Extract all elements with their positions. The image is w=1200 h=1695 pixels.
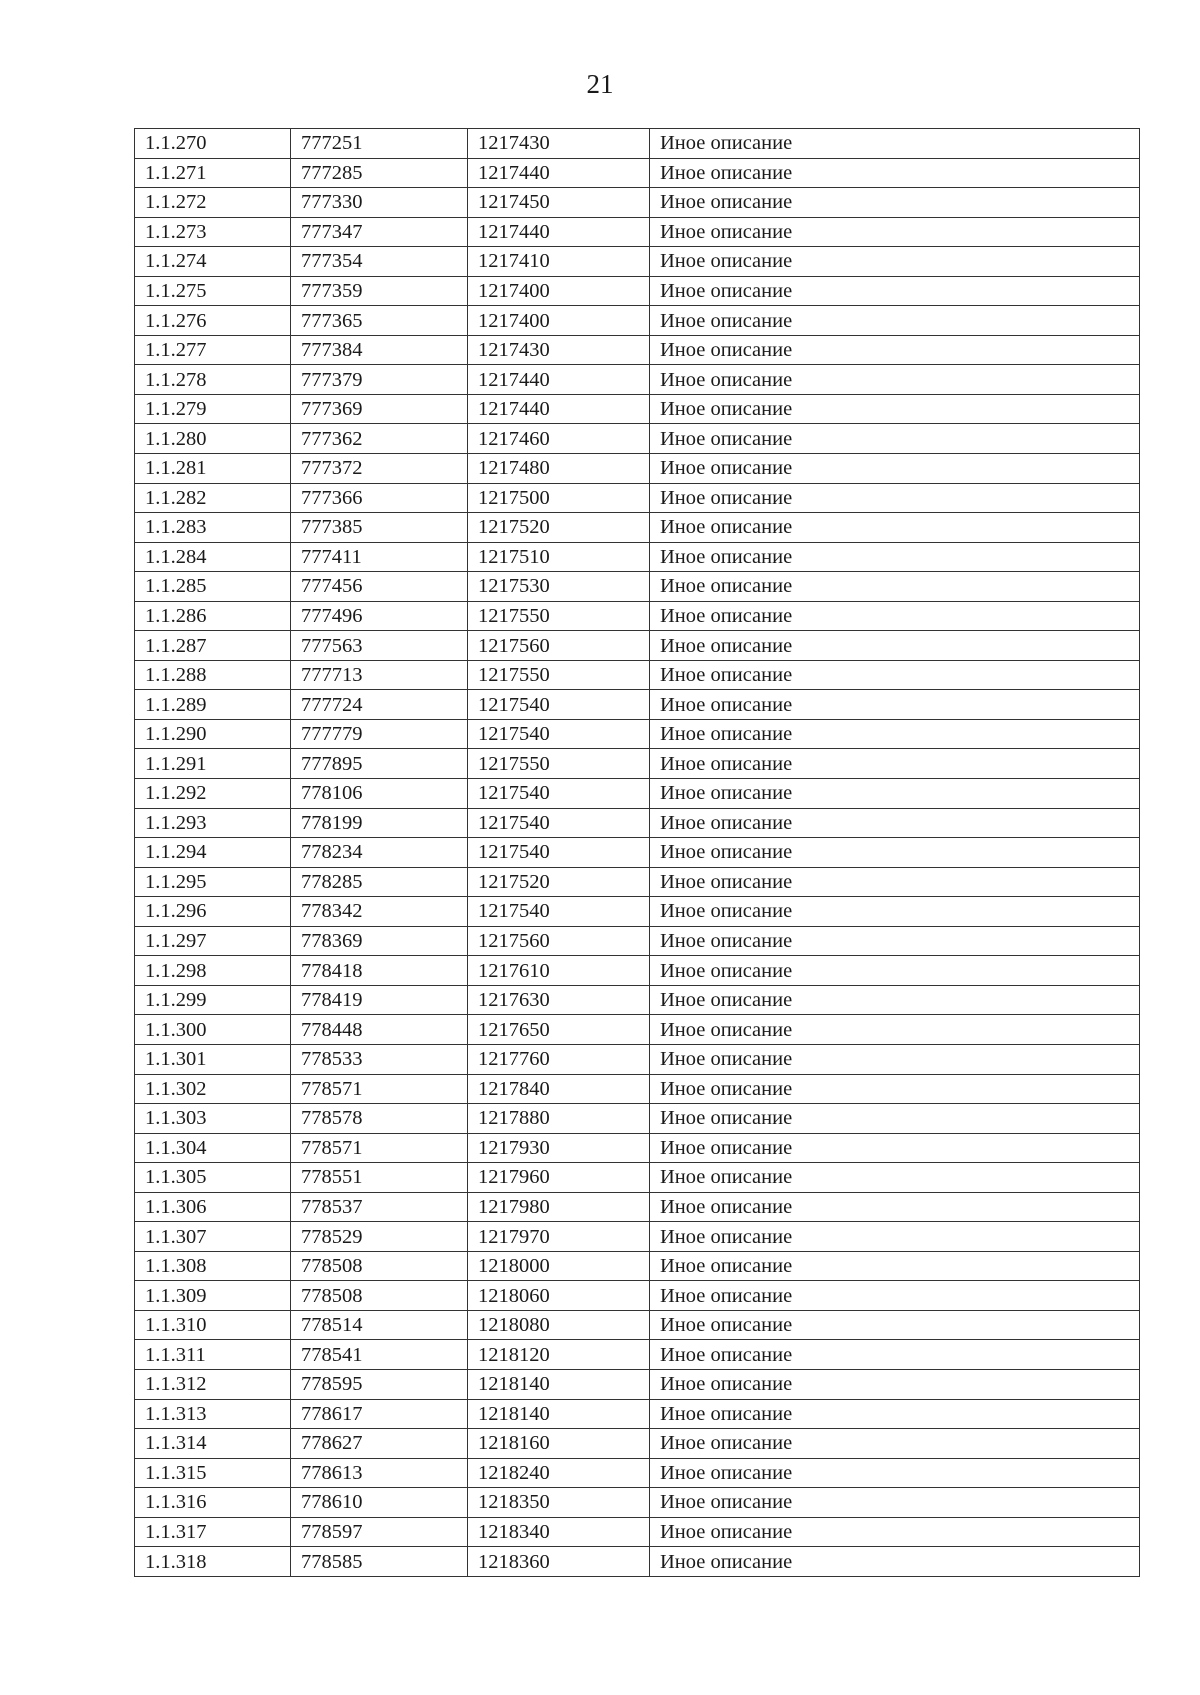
description-cell: Иное описание bbox=[650, 1458, 1140, 1488]
description-cell: Иное описание bbox=[650, 158, 1140, 188]
y-coordinate-cell: 1217510 bbox=[468, 542, 650, 572]
x-coordinate-cell: 777724 bbox=[291, 690, 468, 720]
x-coordinate-cell: 778285 bbox=[291, 867, 468, 897]
point-number-cell: 1.1.299 bbox=[135, 985, 291, 1015]
point-number-cell: 1.1.272 bbox=[135, 188, 291, 218]
coordinates-table-body bbox=[135, 129, 1140, 1577]
y-coordinate-cell: 1217520 bbox=[468, 513, 650, 543]
point-number-cell: 1.1.292 bbox=[135, 779, 291, 809]
x-coordinate-cell: 778617 bbox=[291, 1399, 468, 1429]
y-coordinate-cell: 1217540 bbox=[468, 690, 650, 720]
description-cell: Иное описание bbox=[650, 1044, 1140, 1074]
table-row bbox=[135, 1192, 1140, 1222]
x-coordinate-cell: 777330 bbox=[291, 188, 468, 218]
x-coordinate-cell: 778418 bbox=[291, 956, 468, 986]
x-coordinate-cell: 778595 bbox=[291, 1369, 468, 1399]
description-cell: Иное описание bbox=[650, 719, 1140, 749]
point-number-cell: 1.1.297 bbox=[135, 926, 291, 956]
y-coordinate-cell: 1217980 bbox=[468, 1192, 650, 1222]
point-number-cell: 1.1.303 bbox=[135, 1104, 291, 1134]
x-coordinate-cell: 777779 bbox=[291, 719, 468, 749]
point-number-cell: 1.1.270 bbox=[135, 129, 291, 159]
y-coordinate-cell: 1218350 bbox=[468, 1488, 650, 1518]
point-number-cell: 1.1.276 bbox=[135, 306, 291, 336]
table-row bbox=[135, 513, 1140, 543]
point-number-cell: 1.1.304 bbox=[135, 1133, 291, 1163]
point-number-cell: 1.1.316 bbox=[135, 1488, 291, 1518]
description-cell: Иное описание bbox=[650, 985, 1140, 1015]
description-cell: Иное описание bbox=[650, 217, 1140, 247]
table-row bbox=[135, 247, 1140, 277]
point-number-cell: 1.1.287 bbox=[135, 631, 291, 661]
description-cell: Иное описание bbox=[650, 1369, 1140, 1399]
point-number-cell: 1.1.293 bbox=[135, 808, 291, 838]
description-cell: Иное описание bbox=[650, 1104, 1140, 1134]
table-row bbox=[135, 158, 1140, 188]
description-cell: Иное описание bbox=[650, 1488, 1140, 1518]
table-row bbox=[135, 808, 1140, 838]
table-row bbox=[135, 779, 1140, 809]
y-coordinate-cell: 1218060 bbox=[468, 1281, 650, 1311]
table-row bbox=[135, 867, 1140, 897]
table-row bbox=[135, 897, 1140, 927]
description-cell: Иное описание bbox=[650, 247, 1140, 277]
description-cell: Иное описание bbox=[650, 631, 1140, 661]
description-cell: Иное описание bbox=[650, 867, 1140, 897]
point-number-cell: 1.1.271 bbox=[135, 158, 291, 188]
x-coordinate-cell: 778448 bbox=[291, 1015, 468, 1045]
description-cell: Иное описание bbox=[650, 129, 1140, 159]
x-coordinate-cell: 777713 bbox=[291, 660, 468, 690]
table-row bbox=[135, 1429, 1140, 1459]
description-cell: Иное описание bbox=[650, 690, 1140, 720]
y-coordinate-cell: 1217880 bbox=[468, 1104, 650, 1134]
y-coordinate-cell: 1217540 bbox=[468, 897, 650, 927]
description-cell: Иное описание bbox=[650, 365, 1140, 395]
x-coordinate-cell: 778508 bbox=[291, 1251, 468, 1281]
x-coordinate-cell: 778533 bbox=[291, 1044, 468, 1074]
point-number-cell: 1.1.306 bbox=[135, 1192, 291, 1222]
point-number-cell: 1.1.291 bbox=[135, 749, 291, 779]
x-coordinate-cell: 778537 bbox=[291, 1192, 468, 1222]
table-row bbox=[135, 335, 1140, 365]
point-number-cell: 1.1.285 bbox=[135, 572, 291, 602]
x-coordinate-cell: 777496 bbox=[291, 601, 468, 631]
x-coordinate-cell: 777285 bbox=[291, 158, 468, 188]
description-cell: Иное описание bbox=[650, 1192, 1140, 1222]
table-row bbox=[135, 1281, 1140, 1311]
x-coordinate-cell: 778571 bbox=[291, 1074, 468, 1104]
table-row bbox=[135, 690, 1140, 720]
y-coordinate-cell: 1217540 bbox=[468, 779, 650, 809]
x-coordinate-cell: 777411 bbox=[291, 542, 468, 572]
table-row bbox=[135, 1458, 1140, 1488]
y-coordinate-cell: 1217500 bbox=[468, 483, 650, 513]
point-number-cell: 1.1.307 bbox=[135, 1222, 291, 1252]
point-number-cell: 1.1.279 bbox=[135, 394, 291, 424]
table-row bbox=[135, 631, 1140, 661]
table-row bbox=[135, 1015, 1140, 1045]
table-row bbox=[135, 1133, 1140, 1163]
description-cell: Иное описание bbox=[650, 1547, 1140, 1577]
table-row bbox=[135, 985, 1140, 1015]
x-coordinate-cell: 778551 bbox=[291, 1163, 468, 1193]
table-row bbox=[135, 276, 1140, 306]
point-number-cell: 1.1.284 bbox=[135, 542, 291, 572]
point-number-cell: 1.1.315 bbox=[135, 1458, 291, 1488]
point-number-cell: 1.1.282 bbox=[135, 483, 291, 513]
description-cell: Иное описание bbox=[650, 188, 1140, 218]
table-row bbox=[135, 129, 1140, 159]
description-cell: Иное описание bbox=[650, 424, 1140, 454]
point-number-cell: 1.1.286 bbox=[135, 601, 291, 631]
table-row bbox=[135, 306, 1140, 336]
table-row bbox=[135, 1517, 1140, 1547]
table-row bbox=[135, 749, 1140, 779]
description-cell: Иное описание bbox=[650, 838, 1140, 868]
description-cell: Иное описание bbox=[650, 1281, 1140, 1311]
point-number-cell: 1.1.310 bbox=[135, 1310, 291, 1340]
description-cell: Иное описание bbox=[650, 1222, 1140, 1252]
description-cell: Иное описание bbox=[650, 1429, 1140, 1459]
point-number-cell: 1.1.277 bbox=[135, 335, 291, 365]
x-coordinate-cell: 777385 bbox=[291, 513, 468, 543]
table-row bbox=[135, 188, 1140, 218]
point-number-cell: 1.1.312 bbox=[135, 1369, 291, 1399]
y-coordinate-cell: 1217760 bbox=[468, 1044, 650, 1074]
table-row bbox=[135, 1222, 1140, 1252]
x-coordinate-cell: 777379 bbox=[291, 365, 468, 395]
x-coordinate-cell: 777365 bbox=[291, 306, 468, 336]
y-coordinate-cell: 1217440 bbox=[468, 217, 650, 247]
x-coordinate-cell: 778585 bbox=[291, 1547, 468, 1577]
y-coordinate-cell: 1218140 bbox=[468, 1399, 650, 1429]
coordinates-table bbox=[134, 128, 1140, 1577]
x-coordinate-cell: 778529 bbox=[291, 1222, 468, 1252]
description-cell: Иное описание bbox=[650, 454, 1140, 484]
description-cell: Иное описание bbox=[650, 897, 1140, 927]
table-row bbox=[135, 1488, 1140, 1518]
description-cell: Иное описание bbox=[650, 779, 1140, 809]
y-coordinate-cell: 1217610 bbox=[468, 956, 650, 986]
point-number-cell: 1.1.296 bbox=[135, 897, 291, 927]
page-number: 21 bbox=[586, 69, 614, 99]
y-coordinate-cell: 1218080 bbox=[468, 1310, 650, 1340]
table-row bbox=[135, 601, 1140, 631]
x-coordinate-cell: 778610 bbox=[291, 1488, 468, 1518]
point-number-cell: 1.1.313 bbox=[135, 1399, 291, 1429]
table-row bbox=[135, 1547, 1140, 1577]
point-number-cell: 1.1.288 bbox=[135, 660, 291, 690]
y-coordinate-cell: 1217540 bbox=[468, 808, 650, 838]
y-coordinate-cell: 1217560 bbox=[468, 926, 650, 956]
description-cell: Иное описание bbox=[650, 749, 1140, 779]
table-row bbox=[135, 1310, 1140, 1340]
y-coordinate-cell: 1217450 bbox=[468, 188, 650, 218]
point-number-cell: 1.1.302 bbox=[135, 1074, 291, 1104]
point-number-cell: 1.1.309 bbox=[135, 1281, 291, 1311]
x-coordinate-cell: 778508 bbox=[291, 1281, 468, 1311]
y-coordinate-cell: 1217540 bbox=[468, 719, 650, 749]
x-coordinate-cell: 778106 bbox=[291, 779, 468, 809]
x-coordinate-cell: 777251 bbox=[291, 129, 468, 159]
description-cell: Иное описание bbox=[650, 1015, 1140, 1045]
description-cell: Иное описание bbox=[650, 483, 1140, 513]
table-row bbox=[135, 838, 1140, 868]
table-row bbox=[135, 1104, 1140, 1134]
y-coordinate-cell: 1217630 bbox=[468, 985, 650, 1015]
table-row bbox=[135, 365, 1140, 395]
description-cell: Иное описание bbox=[650, 1133, 1140, 1163]
table-row bbox=[135, 1399, 1140, 1429]
point-number-cell: 1.1.301 bbox=[135, 1044, 291, 1074]
x-coordinate-cell: 777384 bbox=[291, 335, 468, 365]
point-number-cell: 1.1.317 bbox=[135, 1517, 291, 1547]
y-coordinate-cell: 1217440 bbox=[468, 394, 650, 424]
y-coordinate-cell: 1217410 bbox=[468, 247, 650, 277]
x-coordinate-cell: 778199 bbox=[291, 808, 468, 838]
table-row bbox=[135, 1044, 1140, 1074]
x-coordinate-cell: 778419 bbox=[291, 985, 468, 1015]
table-row bbox=[135, 572, 1140, 602]
x-coordinate-cell: 778369 bbox=[291, 926, 468, 956]
y-coordinate-cell: 1217400 bbox=[468, 306, 650, 336]
y-coordinate-cell: 1217650 bbox=[468, 1015, 650, 1045]
table-row bbox=[135, 956, 1140, 986]
point-number-cell: 1.1.289 bbox=[135, 690, 291, 720]
x-coordinate-cell: 778541 bbox=[291, 1340, 468, 1370]
point-number-cell: 1.1.298 bbox=[135, 956, 291, 986]
table-row bbox=[135, 542, 1140, 572]
x-coordinate-cell: 777354 bbox=[291, 247, 468, 277]
table-row bbox=[135, 1251, 1140, 1281]
y-coordinate-cell: 1217550 bbox=[468, 749, 650, 779]
point-number-cell: 1.1.290 bbox=[135, 719, 291, 749]
x-coordinate-cell: 778613 bbox=[291, 1458, 468, 1488]
x-coordinate-cell: 777366 bbox=[291, 483, 468, 513]
x-coordinate-cell: 778597 bbox=[291, 1517, 468, 1547]
table-row bbox=[135, 719, 1140, 749]
x-coordinate-cell: 777369 bbox=[291, 394, 468, 424]
description-cell: Иное описание bbox=[650, 276, 1140, 306]
y-coordinate-cell: 1218140 bbox=[468, 1369, 650, 1399]
x-coordinate-cell: 778234 bbox=[291, 838, 468, 868]
y-coordinate-cell: 1217840 bbox=[468, 1074, 650, 1104]
x-coordinate-cell: 778578 bbox=[291, 1104, 468, 1134]
table-row bbox=[135, 926, 1140, 956]
y-coordinate-cell: 1217930 bbox=[468, 1133, 650, 1163]
point-number-cell: 1.1.281 bbox=[135, 454, 291, 484]
point-number-cell: 1.1.300 bbox=[135, 1015, 291, 1045]
y-coordinate-cell: 1217960 bbox=[468, 1163, 650, 1193]
table-row bbox=[135, 394, 1140, 424]
point-number-cell: 1.1.274 bbox=[135, 247, 291, 277]
y-coordinate-cell: 1218120 bbox=[468, 1340, 650, 1370]
x-coordinate-cell: 777347 bbox=[291, 217, 468, 247]
y-coordinate-cell: 1217460 bbox=[468, 424, 650, 454]
description-cell: Иное описание bbox=[650, 926, 1140, 956]
description-cell: Иное описание bbox=[650, 542, 1140, 572]
table-row bbox=[135, 1369, 1140, 1399]
y-coordinate-cell: 1217400 bbox=[468, 276, 650, 306]
description-cell: Иное описание bbox=[650, 306, 1140, 336]
description-cell: Иное описание bbox=[650, 335, 1140, 365]
x-coordinate-cell: 777456 bbox=[291, 572, 468, 602]
y-coordinate-cell: 1217550 bbox=[468, 660, 650, 690]
x-coordinate-cell: 777563 bbox=[291, 631, 468, 661]
table-row bbox=[135, 424, 1140, 454]
y-coordinate-cell: 1217530 bbox=[468, 572, 650, 602]
x-coordinate-cell: 778571 bbox=[291, 1133, 468, 1163]
y-coordinate-cell: 1218340 bbox=[468, 1517, 650, 1547]
point-number-cell: 1.1.314 bbox=[135, 1429, 291, 1459]
point-number-cell: 1.1.311 bbox=[135, 1340, 291, 1370]
point-number-cell: 1.1.318 bbox=[135, 1547, 291, 1577]
y-coordinate-cell: 1217430 bbox=[468, 129, 650, 159]
y-coordinate-cell: 1217430 bbox=[468, 335, 650, 365]
description-cell: Иное описание bbox=[650, 572, 1140, 602]
point-number-cell: 1.1.273 bbox=[135, 217, 291, 247]
description-cell: Иное описание bbox=[650, 808, 1140, 838]
description-cell: Иное описание bbox=[650, 601, 1140, 631]
point-number-cell: 1.1.308 bbox=[135, 1251, 291, 1281]
table-row bbox=[135, 1340, 1140, 1370]
x-coordinate-cell: 777895 bbox=[291, 749, 468, 779]
x-coordinate-cell: 777372 bbox=[291, 454, 468, 484]
y-coordinate-cell: 1217480 bbox=[468, 454, 650, 484]
x-coordinate-cell: 777359 bbox=[291, 276, 468, 306]
table-row bbox=[135, 483, 1140, 513]
y-coordinate-cell: 1217550 bbox=[468, 601, 650, 631]
table-row bbox=[135, 217, 1140, 247]
x-coordinate-cell: 778342 bbox=[291, 897, 468, 927]
y-coordinate-cell: 1217520 bbox=[468, 867, 650, 897]
description-cell: Иное описание bbox=[650, 513, 1140, 543]
point-number-cell: 1.1.283 bbox=[135, 513, 291, 543]
point-number-cell: 1.1.280 bbox=[135, 424, 291, 454]
y-coordinate-cell: 1218240 bbox=[468, 1458, 650, 1488]
table-row bbox=[135, 1074, 1140, 1104]
description-cell: Иное описание bbox=[650, 394, 1140, 424]
point-number-cell: 1.1.275 bbox=[135, 276, 291, 306]
description-cell: Иное описание bbox=[650, 1399, 1140, 1429]
description-cell: Иное описание bbox=[650, 956, 1140, 986]
description-cell: Иное описание bbox=[650, 660, 1140, 690]
description-cell: Иное описание bbox=[650, 1251, 1140, 1281]
y-coordinate-cell: 1217970 bbox=[468, 1222, 650, 1252]
point-number-cell: 1.1.295 bbox=[135, 867, 291, 897]
table-row bbox=[135, 1163, 1140, 1193]
table-row bbox=[135, 660, 1140, 690]
point-number-cell: 1.1.278 bbox=[135, 365, 291, 395]
x-coordinate-cell: 777362 bbox=[291, 424, 468, 454]
y-coordinate-cell: 1218000 bbox=[468, 1251, 650, 1281]
y-coordinate-cell: 1218160 bbox=[468, 1429, 650, 1459]
table-row bbox=[135, 454, 1140, 484]
y-coordinate-cell: 1217440 bbox=[468, 365, 650, 395]
y-coordinate-cell: 1217540 bbox=[468, 838, 650, 868]
y-coordinate-cell: 1218360 bbox=[468, 1547, 650, 1577]
description-cell: Иное описание bbox=[650, 1517, 1140, 1547]
description-cell: Иное описание bbox=[650, 1310, 1140, 1340]
point-number-cell: 1.1.294 bbox=[135, 838, 291, 868]
x-coordinate-cell: 778514 bbox=[291, 1310, 468, 1340]
description-cell: Иное описание bbox=[650, 1163, 1140, 1193]
x-coordinate-cell: 778627 bbox=[291, 1429, 468, 1459]
y-coordinate-cell: 1217440 bbox=[468, 158, 650, 188]
point-number-cell: 1.1.305 bbox=[135, 1163, 291, 1193]
y-coordinate-cell: 1217560 bbox=[468, 631, 650, 661]
description-cell: Иное описание bbox=[650, 1340, 1140, 1370]
description-cell: Иное описание bbox=[650, 1074, 1140, 1104]
